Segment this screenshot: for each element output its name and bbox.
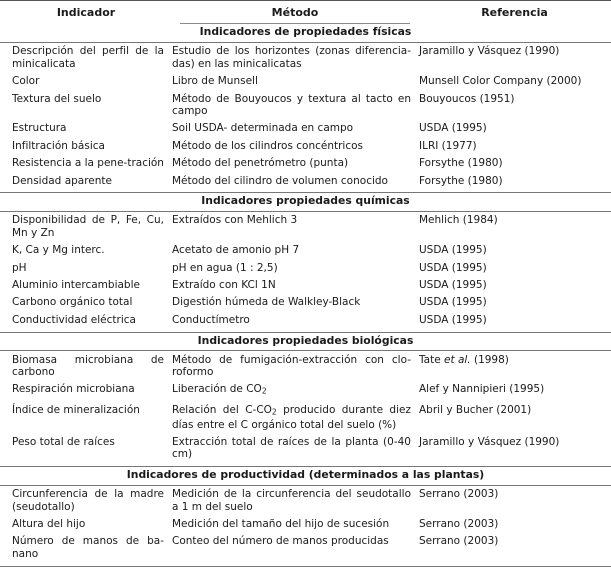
section-header-row bbox=[0, 332, 611, 350]
cell-referencia: Forsythe (1980) bbox=[419, 157, 503, 170]
cell-metodo: Extracción total de raíces de la planta (0-40 cm) bbox=[172, 435, 411, 461]
cell-metodo: Estudio de los horizontes (zonas diferencia-das) en las minicalicatas bbox=[172, 45, 411, 70]
section-title: Indicadores propiedades biológicas bbox=[0, 332, 611, 350]
cell-referencia: Mehlich (1984) bbox=[419, 214, 498, 227]
cell-metodo: Conductímetro bbox=[172, 313, 250, 326]
table-row bbox=[0, 120, 611, 137]
cell-metodo: Digestión húmeda de Walkley-Black bbox=[172, 296, 361, 309]
cell-indicador: Respiración microbiana bbox=[12, 383, 135, 396]
metodo-underline bbox=[180, 23, 410, 24]
cell-referencia: USDA (1995) bbox=[419, 244, 487, 257]
cell-referencia: Jaramillo y Vásquez (1990) bbox=[419, 435, 560, 448]
cell-referencia: Abril y Bucher (2001) bbox=[419, 403, 532, 416]
table-row bbox=[0, 155, 611, 172]
cell-indicador: Color bbox=[12, 75, 40, 88]
table-row bbox=[0, 516, 611, 533]
cell-indicador: Resistencia a la pene-tración bbox=[12, 157, 164, 170]
cell-referencia: Serrano (2003) bbox=[419, 535, 499, 548]
cell-referencia: USDA (1995) bbox=[419, 122, 487, 135]
table-row bbox=[0, 381, 611, 401]
cell-indicador: Infiltración básica bbox=[12, 139, 105, 152]
table-row bbox=[0, 259, 611, 276]
cell-indicador: Número de manos de ba-nano bbox=[12, 535, 164, 560]
table-row bbox=[0, 294, 611, 311]
cell-referencia: Bouyoucos (1951) bbox=[419, 92, 515, 105]
table-row bbox=[0, 242, 611, 259]
table-row bbox=[0, 42, 611, 72]
table-row bbox=[0, 211, 611, 241]
cell-metodo: Extraídos con Mehlich 3 bbox=[172, 214, 298, 227]
cell-metodo: Método de los cilindros concéntricos bbox=[172, 139, 364, 152]
column-header-referencia: Referencia bbox=[418, 1, 611, 25]
table-row bbox=[0, 433, 611, 463]
cell-referencia: USDA (1995) bbox=[419, 261, 487, 274]
section-header-row bbox=[0, 467, 611, 485]
cell-metodo: Método de Bouyoucos y textura al tacto en campo bbox=[172, 92, 411, 117]
cell-referencia: Serrano (2003) bbox=[419, 488, 499, 501]
cell-indicador: Circunferencia de la madre (seudotallo) bbox=[12, 488, 164, 513]
cell-referencia: ILRI (1977) bbox=[419, 139, 477, 152]
cell-indicador: Disponibilidad de P, Fe, Cu, Mn y Zn bbox=[12, 214, 164, 239]
cell-indicador: Conductividad eléctrica bbox=[12, 313, 136, 326]
cell-indicador: Textura del suelo bbox=[12, 92, 102, 105]
cell-referencia: Forsythe (1980) bbox=[419, 174, 503, 187]
cell-indicador: K, Ca y Mg interc. bbox=[12, 244, 105, 257]
cell-metodo: pH en agua (1 : 2,5) bbox=[172, 261, 278, 274]
table-row bbox=[0, 401, 611, 433]
section-header-row bbox=[0, 24, 611, 42]
cell-referencia: Serrano (2003) bbox=[419, 518, 499, 530]
cell-metodo: Extraído con KCl 1N bbox=[172, 279, 276, 291]
cell-metodo: Método del cilindro de volumen conocido bbox=[172, 174, 388, 187]
cell-referencia: Alef y Nannipieri (1995) bbox=[419, 383, 545, 396]
cell-metodo: Soil USDA- determinada en campo bbox=[172, 122, 354, 135]
cell-indicador: Carbono orgánico total bbox=[12, 296, 133, 309]
cell-indicador: Biomasa microbiana de carbono bbox=[12, 353, 164, 379]
cell-indicador: Estructura bbox=[12, 122, 67, 135]
table-row bbox=[0, 533, 611, 563]
cell-indicador: pH bbox=[12, 261, 27, 274]
cell-indicador: Índice de mineralización bbox=[12, 403, 140, 416]
cell-metodo: Método del penetrómetro (punta) bbox=[172, 157, 349, 170]
cell-referencia: Jaramillo y Vásquez (1990) bbox=[419, 45, 560, 58]
table-row bbox=[0, 137, 611, 154]
cell-referencia: USDA (1995) bbox=[419, 313, 487, 326]
column-header-metodo-label: Método bbox=[271, 6, 319, 19]
table-row bbox=[0, 351, 611, 381]
cell-metodo: Conteo del número de manos producidas bbox=[172, 535, 389, 548]
cell-metodo: Medición del tamaño del hijo de sucesión bbox=[172, 518, 390, 530]
cell-indicador: Altura del hijo bbox=[12, 518, 86, 530]
cell-indicador: Descripción del perfil de la minicalicata bbox=[12, 45, 164, 70]
section-title: Indicadores de productividad (determinados a las plantas) bbox=[0, 467, 611, 485]
cell-indicador: Aluminio intercambiable bbox=[12, 279, 140, 291]
column-header-metodo bbox=[172, 1, 418, 25]
cell-metodo: Relación del $C-CO_2$ producido durante diez días entre el C orgánico total del suelo (%) bbox=[172, 403, 411, 431]
cell-indicador: Peso total de raíces bbox=[12, 435, 115, 448]
cell-metodo: Método de fumigación-extracción con clo-roformo bbox=[172, 353, 411, 379]
header-row bbox=[0, 1, 611, 25]
table-row bbox=[0, 311, 611, 328]
cell-metodo: Liberación de $CO_2$ bbox=[172, 383, 267, 397]
section-title: Indicadores de propiedades físicas bbox=[0, 24, 611, 42]
cell-referencia: USDA (1995) bbox=[419, 279, 487, 291]
cell-referencia: USDA (1995) bbox=[419, 296, 487, 309]
cell-indicador: Densidad aparente bbox=[12, 174, 113, 187]
cell-referencia: Tate et al. (1998) bbox=[419, 353, 509, 366]
cell-metodo: Libro de Munsell bbox=[172, 75, 258, 88]
cell-referencia: Munsell Color Company (2000) bbox=[419, 75, 582, 88]
section-title: Indicadores propiedades químicas bbox=[0, 193, 611, 211]
table-body bbox=[0, 24, 611, 566]
table-row bbox=[0, 90, 611, 120]
section-header-row bbox=[0, 193, 611, 211]
table-row bbox=[0, 485, 611, 515]
table-row bbox=[0, 277, 611, 294]
table-header bbox=[0, 1, 611, 25]
cell-metodo: Acetato de amonio pH 7 bbox=[172, 244, 300, 257]
table-row bbox=[0, 73, 611, 90]
cell-metodo: Medición de la circunferencia del seudotallo a 1 m del suelo bbox=[172, 488, 411, 513]
column-header-indicador: Indicador bbox=[0, 1, 172, 25]
table-row bbox=[0, 172, 611, 189]
